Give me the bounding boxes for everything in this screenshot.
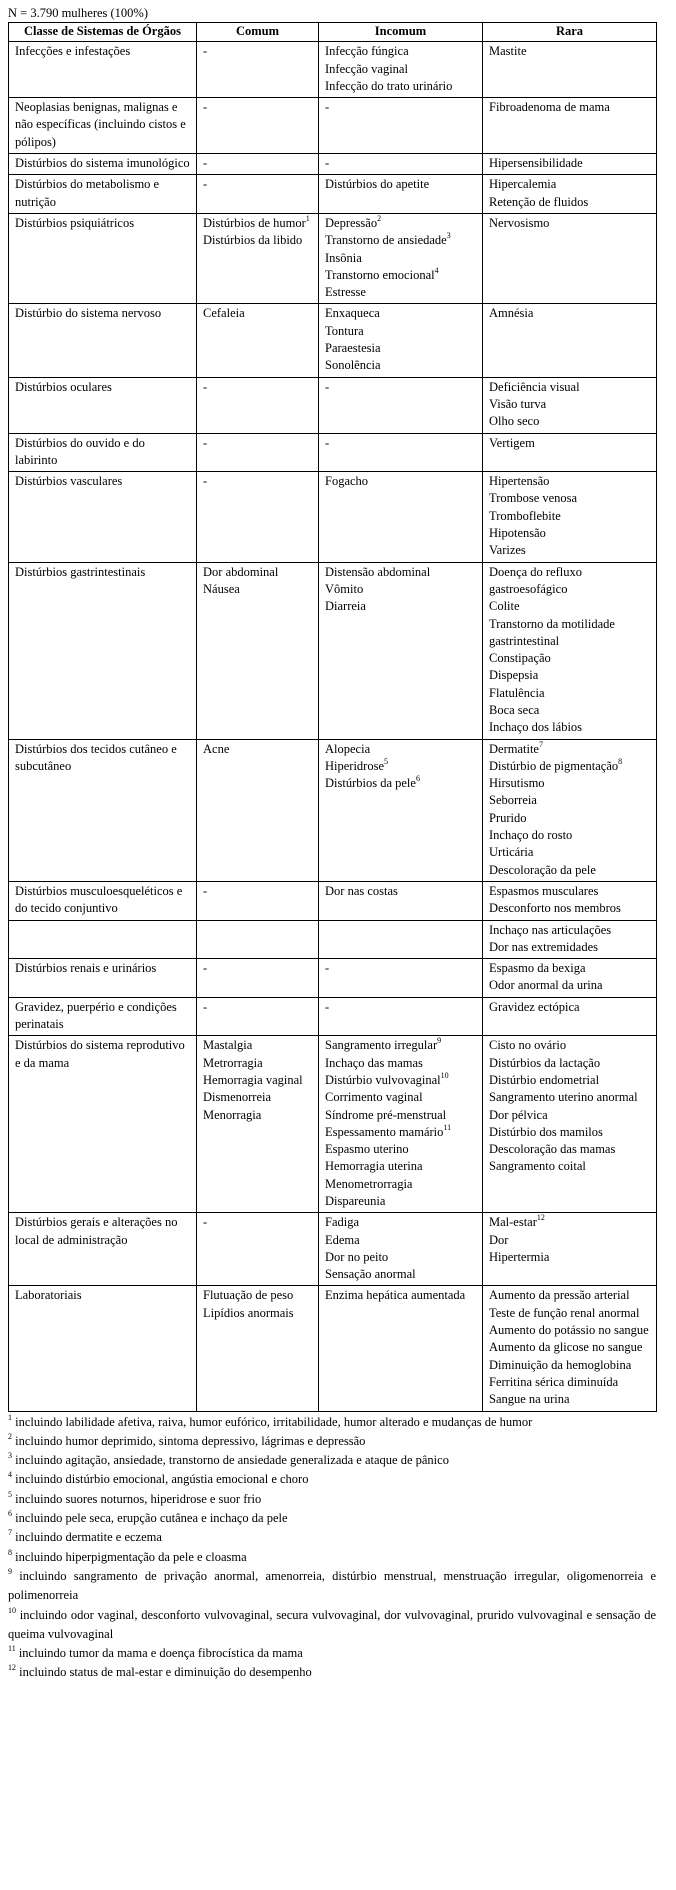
table-row — [9, 154, 657, 175]
table-row — [9, 881, 657, 920]
rara-cell — [483, 881, 657, 920]
reaction-item: - — [203, 44, 208, 59]
soc-cell: Distúrbios psiquiátricos — [9, 213, 197, 303]
reaction-item: Menometrorragia — [325, 1176, 413, 1191]
rara-cell — [483, 562, 657, 739]
reaction-item: Distúrbio de pigmentação$^8$ — [489, 756, 623, 773]
footnote-number: 4 — [8, 1470, 12, 1480]
rara-cell — [483, 42, 657, 98]
footnote — [8, 1470, 656, 1489]
comum-cell — [197, 562, 319, 739]
reaction-item: Distúrbios de humor$^1$ — [203, 213, 310, 230]
table-row — [9, 304, 657, 377]
reaction-item: Sangramento coital — [489, 1159, 586, 1174]
soc-cell: Distúrbios do sistema reprodutivo e da mama — [9, 1036, 197, 1213]
footnote-ref: 12 — [536, 1213, 545, 1223]
reaction-item: Dor nas costas — [325, 883, 398, 898]
reaction-item: Constipação — [489, 651, 551, 666]
reaction-item: Fogacho — [325, 474, 369, 489]
rara-cell — [483, 1213, 657, 1286]
incomum-cell — [319, 98, 483, 154]
incomum-cell — [319, 433, 483, 472]
reaction-item: Inchaço do rosto — [489, 828, 573, 843]
reaction-item: Dor nas extremidades — [489, 939, 598, 954]
reaction-item: Acne — [203, 741, 230, 756]
reaction-item: Hipercalemia — [489, 177, 557, 192]
rara-cell — [483, 997, 657, 1036]
soc-cell: Distúrbios do sistema imunológico — [9, 154, 197, 175]
reaction-item: Sonolência — [325, 358, 381, 373]
reaction-item: Dispareunia — [325, 1194, 386, 1208]
soc-cell: Distúrbios musculoesqueléticos e do tecido conjuntivo — [9, 881, 197, 920]
incomum-cell — [319, 1213, 483, 1286]
reaction-item: - — [203, 156, 208, 171]
comum-cell — [197, 997, 319, 1036]
footnote-text: incluindo humor deprimido, sintoma depressivo, lágrimas e depressão — [12, 1433, 366, 1448]
reaction-item: Aumento da glicose no sangue — [489, 1340, 643, 1355]
reaction-item: Odor anormal da urina — [489, 978, 603, 993]
soc-cell: Laboratoriais — [9, 1286, 197, 1411]
rara-cell — [483, 377, 657, 433]
footnote-ref: 1 — [305, 213, 310, 223]
incomum-cell — [319, 739, 483, 881]
reaction-item: Sangue na urina — [489, 1392, 570, 1407]
reaction-item: Hipersensibilidade — [489, 156, 583, 171]
table-row — [9, 997, 657, 1036]
header-incomum: Incomum — [319, 23, 483, 42]
reaction-item: Enxaqueca — [325, 306, 380, 321]
reaction-item: Distúrbios do apetite — [325, 177, 430, 192]
table-row — [9, 42, 657, 98]
reaction-item: Cisto no ovário — [489, 1038, 567, 1053]
reaction-item: Distúrbios da pele$^6$ — [325, 774, 420, 791]
incomum-cell — [319, 377, 483, 433]
footnote-number: 1 — [8, 1412, 12, 1422]
reaction-item: Gravidez ectópica — [489, 999, 580, 1014]
reaction-item: Corrimento vaginal — [325, 1090, 423, 1105]
reaction-item: - — [325, 379, 330, 394]
footnote-ref: 7 — [538, 739, 543, 749]
reaction-item: Dispepsia — [489, 668, 539, 683]
reaction-item: Cefaleia — [203, 306, 245, 321]
reaction-item: Hemorragia vaginal — [203, 1072, 303, 1087]
reaction-item: Vômito — [325, 581, 364, 596]
reaction-item: Mastite — [489, 44, 527, 59]
comum-cell — [197, 881, 319, 920]
reaction-item: Estresse — [325, 285, 366, 300]
reaction-item: Fadiga — [325, 1215, 360, 1230]
reaction-item: Sangramento uterino anormal — [489, 1090, 638, 1105]
footnote-text: incluindo status de mal-estar e diminuição do desempenho — [16, 1665, 312, 1680]
header-rara: Rara — [483, 23, 657, 42]
soc-cell: Infecções e infestações — [9, 42, 197, 98]
reaction-item: Enzima hepática aumentada — [325, 1288, 466, 1303]
reaction-item: Visão turva — [489, 396, 547, 411]
incomum-cell — [319, 175, 483, 214]
footnote — [8, 1663, 656, 1682]
comum-cell — [197, 304, 319, 377]
reaction-item: Insônia — [325, 250, 362, 265]
footnote-text: incluindo hiperpigmentação da pele e cloasma — [12, 1549, 247, 1564]
comum-cell — [197, 1286, 319, 1411]
reaction-item: Depressão$^2$ — [325, 213, 382, 230]
footnote-number: 5 — [8, 1489, 12, 1499]
reaction-item: Vertigem — [489, 435, 535, 450]
comum-cell — [197, 42, 319, 98]
reaction-item: Sangramento irregular$^9$ — [325, 1036, 442, 1053]
reaction-item: Dor abdominal — [203, 564, 279, 579]
soc-cell: Distúrbios do metabolismo e nutrição — [9, 175, 197, 214]
reaction-item: Tromboflebite — [489, 508, 561, 523]
footnote-text: incluindo sangramento de privação anormal, amenorreia, distúrbio menstrual, menstruação irregular, oligomenorreia e polimenorreia — [8, 1568, 656, 1603]
reaction-item: Hirsutismo — [489, 776, 545, 791]
footnote-ref: 5 — [384, 756, 389, 766]
reaction-item: Aumento do potássio no sangue — [489, 1323, 649, 1338]
incomum-cell — [319, 1036, 483, 1213]
table-row — [9, 1213, 657, 1286]
footnote — [8, 1509, 656, 1528]
reaction-item: Teste de função renal anormal — [489, 1305, 640, 1320]
soc-cell: Neoplasias benignas, malignas e não específicas (incluindo cistos e pólipos) — [9, 98, 197, 154]
soc-cell: Distúrbios gerais e alterações no local de administração — [9, 1213, 197, 1286]
table-row — [9, 175, 657, 214]
incomum-cell — [319, 304, 483, 377]
reaction-item: Olho seco — [489, 414, 540, 429]
adverse-reactions-table — [8, 22, 657, 1412]
table-row — [9, 1036, 657, 1213]
soc-cell: Distúrbios gastrintestinais — [9, 562, 197, 739]
reaction-item: Transtorno de ansiedade$^3$ — [325, 231, 451, 248]
reaction-item: Deficiência visual — [489, 379, 580, 394]
footnote-number: 12 — [8, 1663, 16, 1673]
comum-cell — [197, 175, 319, 214]
incomum-cell — [319, 920, 483, 959]
incomum-cell — [319, 472, 483, 562]
reaction-item: Distúrbio vulvovaginal$^{10}$ — [325, 1070, 449, 1087]
reaction-item: Flutuação de peso — [203, 1288, 294, 1303]
reaction-item: Hipertensão — [489, 474, 550, 489]
reaction-item: Espasmo da bexiga — [489, 961, 586, 976]
reaction-item: - — [325, 961, 330, 976]
footnote — [8, 1451, 656, 1470]
footnote-number: 8 — [8, 1547, 12, 1557]
footnote — [8, 1567, 656, 1606]
incomum-cell — [319, 42, 483, 98]
reaction-item: Descoloração das mamas — [489, 1142, 616, 1157]
soc-cell: Gravidez, puerpério e condições perinatais — [9, 997, 197, 1036]
footnote-text: incluindo distúrbio emocional, angústia emocional e choro — [12, 1472, 309, 1487]
footnote — [8, 1606, 656, 1645]
comum-cell — [197, 959, 319, 998]
reaction-item: Sensação anormal — [325, 1267, 416, 1282]
incomum-cell — [319, 562, 483, 739]
comum-cell — [197, 1036, 319, 1213]
comum-cell — [197, 920, 319, 959]
reaction-item: Descoloração da pele — [489, 862, 596, 877]
reaction-item: - — [325, 435, 330, 450]
reaction-item: Nervosismo — [489, 215, 550, 230]
reaction-item: Lipídios anormais — [203, 1305, 294, 1320]
table-header-row — [9, 23, 657, 42]
reaction-item: - — [203, 379, 208, 394]
reaction-item: Espasmos musculares — [489, 883, 599, 898]
reaction-item: Dismenorreia — [203, 1090, 272, 1105]
footnote-text: incluindo odor vaginal, desconforto vulvovaginal, secura vulvovaginal, dor vulvovaginal, prurido vulvovaginal e sensação de queima vulvovaginal — [8, 1607, 656, 1641]
incomum-cell — [319, 881, 483, 920]
footnote — [8, 1548, 656, 1567]
comum-cell — [197, 433, 319, 472]
comum-cell — [197, 98, 319, 154]
reaction-item: Inchaço dos lábios — [489, 720, 583, 735]
rara-cell — [483, 739, 657, 881]
comum-cell — [197, 154, 319, 175]
reaction-item: Varizes — [489, 543, 526, 558]
soc-cell: Distúrbios oculares — [9, 377, 197, 433]
reaction-item: Infecção do trato urinário — [325, 78, 453, 93]
soc-cell: Distúrbios dos tecidos cutâneo e subcutâneo — [9, 739, 197, 881]
reaction-item: Espasmo uterino — [325, 1142, 409, 1157]
reaction-item: Tontura — [325, 323, 364, 338]
header-soc: Classe de Sistemas de Órgãos — [9, 23, 197, 42]
table-row — [9, 562, 657, 739]
comum-cell — [197, 1213, 319, 1286]
reaction-item: Dor no peito — [325, 1249, 389, 1264]
footnote-text: incluindo labilidade afetiva, raiva, humor eufórico, irritabilidade, humor alterado e mudanças de humor — [12, 1414, 533, 1429]
reaction-item: Distúrbio dos mamilos — [489, 1124, 603, 1139]
reaction-item: Boca seca — [489, 702, 540, 717]
reaction-item: Alopecia — [325, 741, 371, 756]
reaction-item: Hipertermia — [489, 1249, 550, 1264]
reaction-item: Infecção vaginal — [325, 61, 408, 76]
footnote-number: 9 — [8, 1566, 12, 1576]
reaction-item: Paraestesia — [325, 341, 381, 356]
reaction-item: - — [203, 435, 208, 450]
rara-cell — [483, 1036, 657, 1213]
reaction-item: Aumento da pressão arterial — [489, 1288, 630, 1303]
table-row — [9, 1286, 657, 1411]
reaction-item: Distensão abdominal — [325, 564, 431, 579]
reaction-item: - — [325, 999, 330, 1014]
reaction-item: Trombose venosa — [489, 491, 578, 506]
table-row — [9, 739, 657, 881]
footnote — [8, 1644, 656, 1663]
reaction-item: Mastalgia — [203, 1038, 253, 1053]
table-row — [9, 213, 657, 303]
table-row — [9, 920, 657, 959]
incomum-cell — [319, 959, 483, 998]
reaction-item: Desconforto nos membros — [489, 901, 621, 916]
footnote-ref: 6 — [415, 774, 420, 784]
reaction-item: Ferritina sérica diminuída — [489, 1374, 619, 1389]
reaction-item: Distúrbio endometrial — [489, 1072, 600, 1087]
header-comum: Comum — [197, 23, 319, 42]
footnote-number: 3 — [8, 1451, 12, 1461]
footnotes — [8, 1413, 656, 1683]
table-row — [9, 472, 657, 562]
reaction-item: Urticária — [489, 845, 534, 860]
table-row — [9, 433, 657, 472]
footnote-number: 10 — [8, 1605, 16, 1615]
reaction-item: - — [203, 474, 208, 489]
reaction-item: Distúrbios da libido — [203, 233, 303, 248]
reaction-item: Hemorragia uterina — [325, 1159, 423, 1174]
soc-cell: Distúrbios renais e urinários — [9, 959, 197, 998]
reaction-item: - — [203, 883, 208, 898]
incomum-cell — [319, 1286, 483, 1411]
reaction-item: - — [203, 961, 208, 976]
footnote-text: incluindo tumor da mama e doença fibrocística da mama — [15, 1646, 303, 1661]
document — [8, 6, 656, 1683]
reaction-item: Fibroadenoma de mama — [489, 100, 610, 115]
footnote — [8, 1413, 656, 1432]
footnote-ref: 3 — [446, 231, 451, 241]
rara-cell — [483, 1286, 657, 1411]
reaction-item: Náusea — [203, 581, 240, 596]
footnote-text: incluindo dermatite e eczema — [12, 1530, 162, 1545]
table-row — [9, 959, 657, 998]
reaction-item: Amnésia — [489, 306, 534, 321]
reaction-item: Menorragia — [203, 1107, 262, 1122]
comum-cell — [197, 377, 319, 433]
rara-cell — [483, 213, 657, 303]
reaction-item: - — [203, 1215, 208, 1230]
reaction-item: - — [203, 100, 208, 115]
reaction-item: Transtorno emocional$^4$ — [325, 265, 439, 282]
reaction-item: Colite — [489, 599, 520, 614]
footnote-number: 2 — [8, 1431, 12, 1441]
reaction-item: Inchaço das mamas — [325, 1055, 423, 1070]
reaction-item: Diminuição da hemoglobina — [489, 1357, 632, 1372]
comum-cell — [197, 213, 319, 303]
rara-cell — [483, 175, 657, 214]
reaction-item: Seborreia — [489, 793, 537, 808]
rara-cell — [483, 98, 657, 154]
footnote-text: incluindo suores noturnos, hiperidrose e suor frio — [12, 1491, 262, 1506]
footnote — [8, 1432, 656, 1451]
reaction-item: Inchaço nas articulações — [489, 922, 612, 937]
reaction-item: Hipotensão — [489, 526, 546, 541]
reaction-item: Espessamento mamário$^{11}$ — [325, 1122, 452, 1139]
reaction-item: Hiperidrose$^5$ — [325, 756, 389, 773]
reaction-item: Edema — [325, 1232, 360, 1247]
soc-cell — [9, 920, 197, 959]
population-caption: N = 3.790 mulheres (100%) — [8, 6, 149, 20]
rara-cell — [483, 433, 657, 472]
soc-cell: Distúrbio do sistema nervoso — [9, 304, 197, 377]
reaction-item: Síndrome pré-menstrual — [325, 1107, 447, 1122]
reaction-item: Prurido — [489, 810, 527, 825]
reaction-item: Dermatite$^7$ — [489, 739, 543, 756]
footnote-ref: 9 — [437, 1036, 442, 1046]
rara-cell — [483, 959, 657, 998]
footnote — [8, 1528, 656, 1547]
footnote-number: 7 — [8, 1528, 12, 1538]
comum-cell — [197, 472, 319, 562]
reaction-item: Diarreia — [325, 599, 366, 614]
rara-cell — [483, 920, 657, 959]
rara-cell — [483, 472, 657, 562]
table-row — [9, 377, 657, 433]
footnote-text: incluindo pele seca, erupção cutânea e inchaço da pele — [12, 1511, 288, 1526]
soc-cell: Distúrbios vasculares — [9, 472, 197, 562]
footnote — [8, 1490, 656, 1509]
reaction-item: Infecção fúngica — [325, 44, 409, 59]
footnote-text: incluindo agitação, ansiedade, transtorno de ansiedade generalizada e ataque de pânico — [12, 1453, 449, 1468]
reaction-item: - — [325, 100, 330, 115]
reaction-item: Mal-estar$^{12}$ — [489, 1213, 545, 1230]
incomum-cell — [319, 997, 483, 1036]
reaction-item: Doença do refluxo gastroesofágico — [489, 564, 583, 596]
reaction-item: Dor pélvica — [489, 1107, 548, 1122]
table-row — [9, 98, 657, 154]
footnote-ref: 11 — [443, 1122, 452, 1132]
reaction-item: Flatulência — [489, 685, 545, 700]
footnote-ref: 8 — [618, 756, 623, 766]
incomum-cell — [319, 213, 483, 303]
soc-cell: Distúrbios do ouvido e do labirinto — [9, 433, 197, 472]
reaction-item: Transtorno da motilidade gastrintestinal — [489, 616, 615, 648]
footnote-number: 11 — [8, 1644, 16, 1654]
footnote-ref: 4 — [434, 265, 439, 275]
reaction-item: Retenção de fluidos — [489, 194, 589, 209]
footnote-ref: 2 — [377, 213, 382, 223]
reaction-item: - — [203, 177, 208, 192]
incomum-cell — [319, 154, 483, 175]
reaction-item: Metrorragia — [203, 1055, 263, 1070]
reaction-item: Dor — [489, 1232, 509, 1247]
reaction-item: - — [325, 156, 330, 171]
footnote-number: 6 — [8, 1509, 12, 1519]
rara-cell — [483, 154, 657, 175]
reaction-item: - — [203, 999, 208, 1014]
footnote-ref: 10 — [440, 1070, 449, 1080]
comum-cell — [197, 739, 319, 881]
reaction-item: Distúrbios da lactação — [489, 1055, 601, 1070]
rara-cell — [483, 304, 657, 377]
